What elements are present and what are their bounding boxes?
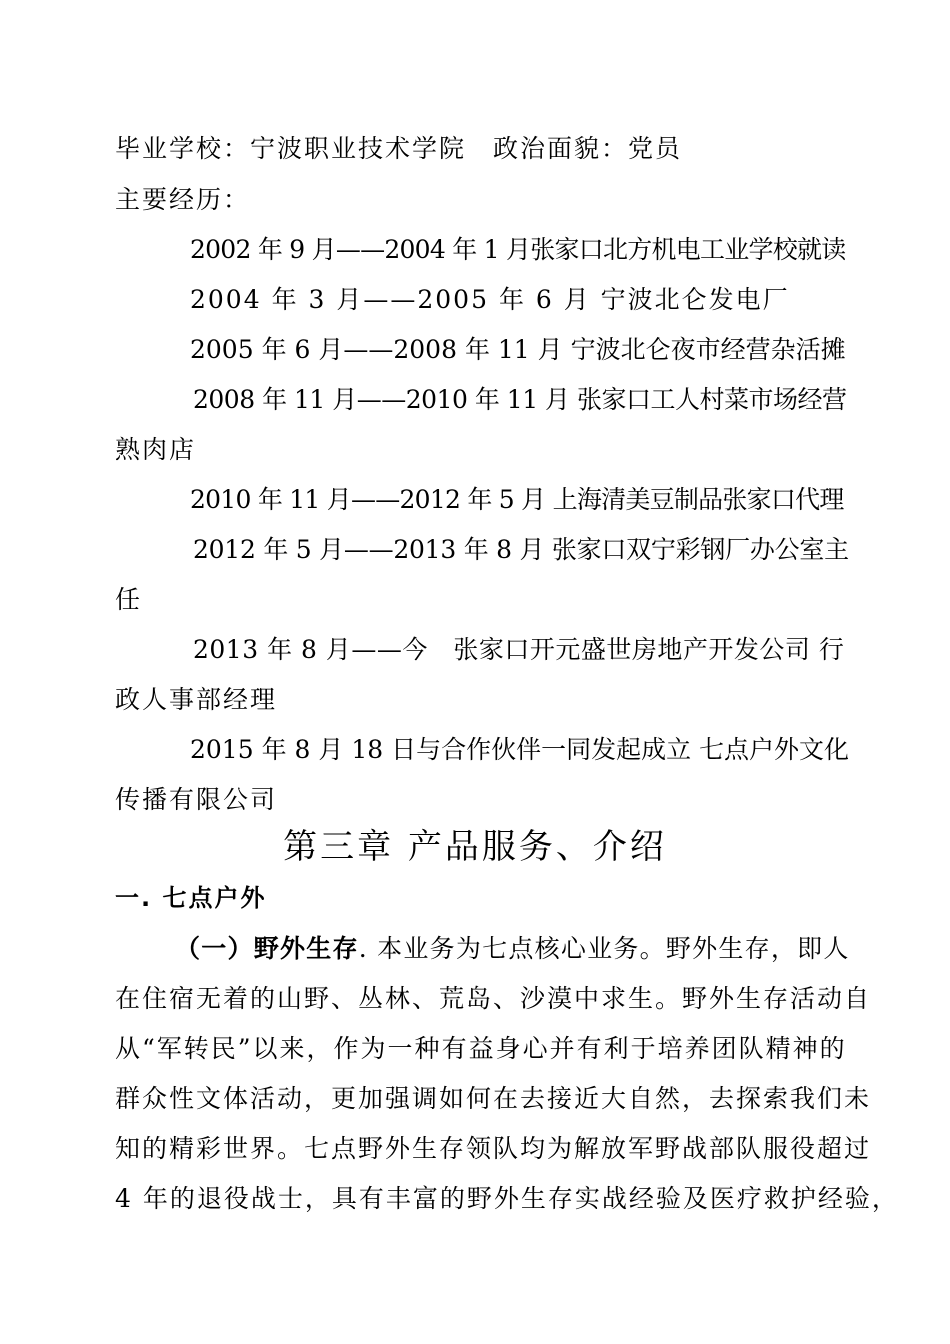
- experience-item-continued: 政人事部经理: [115, 685, 278, 714]
- paragraph-line: 群众性文体活动，更加强调如何在去接近大自然，去探索我们未: [115, 1084, 872, 1113]
- experience-item: 2015 年 8 月 18 日与合作伙伴一同发起成立 七点户外文化: [190, 735, 850, 764]
- paragraph-line: 在住宿无着的山野、丛林、荒岛、沙漠中求生。野外生存活动自: [115, 984, 872, 1013]
- experience-item-continued: 熟肉店: [115, 435, 197, 464]
- experience-item: 2010 年 11 月——2012 年 5 月 上海清美豆制品张家口代理: [190, 485, 844, 514]
- sub-heading: （一）野外生存: [175, 934, 359, 963]
- school-line: 毕业学校：宁波职业技术学院 政治面貌：党员: [115, 134, 683, 163]
- experience-item-continued: 传播有限公司: [115, 785, 278, 814]
- experience-item: 2012 年 5 月——2013 年 8 月 张家口双宁彩钢厂办公室主: [193, 535, 849, 564]
- experience-item: 2004 年 3 月——2005 年 6 月 宁波北仑发电厂: [190, 285, 790, 314]
- paragraph-line: [175, 933, 850, 965]
- paragraph-line: 从“军转民”以来，作为一种有益身心并有利于培养团队精神的: [115, 1034, 847, 1063]
- paragraph-line: 知的精彩世界。七点野外生存领队均为解放军野战部队服役超过: [115, 1134, 872, 1163]
- paragraph-line: 4 年的退役战士，具有丰富的野外生存实战经验及医疗救护经验，: [115, 1184, 899, 1213]
- experience-heading: 主要经历：: [115, 185, 251, 214]
- paragraph-text: . 本业务为七点核心业务。野外生存，即人: [358, 934, 850, 963]
- experience-item: 2013 年 8 月——今 张家口开元盛世房地产开发公司 行: [193, 635, 845, 664]
- experience-item: 2008 年 11 月——2010 年 11 月 张家口工人村菜市场经营: [193, 385, 847, 414]
- experience-item: 2002 年 9 月——2004 年 1 月张家口北方机电工业学校就读: [190, 235, 846, 264]
- section-heading: 一. 七点户外: [115, 884, 267, 912]
- experience-item-continued: 任: [115, 585, 143, 614]
- experience-item: 2005 年 6 月——2008 年 11 月 宁波北仑夜市经营杂活摊: [190, 335, 846, 364]
- chapter-title: 第三章 产品服务、介绍: [283, 827, 667, 867]
